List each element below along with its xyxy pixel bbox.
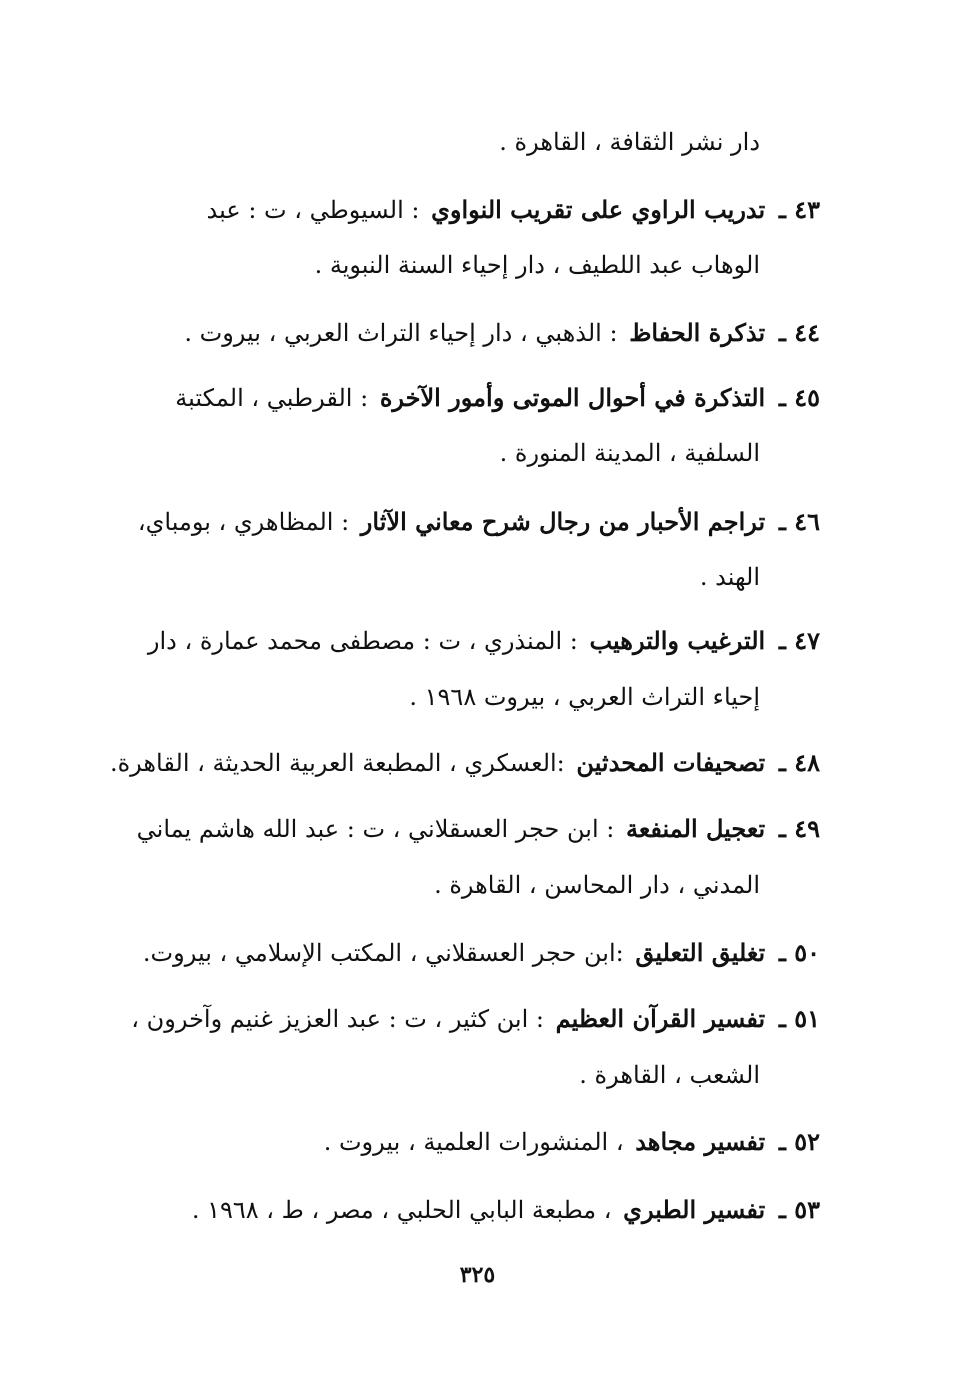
entry-details: ، المنشورات العلمية ، بيروت . [323, 1128, 624, 1156]
entry-46-continuation: الهند . [699, 563, 760, 591]
entry-title: تفسير مجاهد [635, 1127, 766, 1156]
entry-title: تعجيل المنفعة [625, 814, 766, 843]
entry-title: التذكرة في أحوال الموتى وأمور الآخرة [379, 383, 766, 412]
entry-details: : المنذري ، ت : مصطفى محمد عمارة ، دار [147, 627, 578, 655]
entry-title: تراجم الأحبار من رجال شرح معاني الآثار [360, 507, 766, 536]
entry-title: تذكرة الحفاظ [629, 318, 766, 347]
entry-number: ٥٢ ـ [778, 1127, 820, 1156]
entry-details: : ابن حجر العسقلاني ، ت : عبد الله هاشم يماني [136, 815, 615, 843]
entry-49 [136, 812, 820, 846]
entry-49-continuation: المدني ، دار المحاسن ، القاهرة . [434, 871, 760, 899]
entry-title: تغليق التعليق [635, 938, 766, 967]
entry-45-continuation: السلفية ، المدينة المنورة . [499, 439, 760, 467]
entry-number: ٤٥ ـ [778, 383, 820, 412]
entry-53 [150, 1193, 820, 1227]
entry-details: : ابن كثير ، ت : عبد العزيز غنيم وآخرون ، [131, 1005, 544, 1033]
entry-title: تفسير الطبري [623, 1195, 766, 1224]
entry-44 [150, 316, 820, 350]
entry-number: ٤٤ ـ [778, 318, 820, 347]
entry-title: تفسير القرآن العظيم [555, 1004, 766, 1033]
entry-title: تصحيفات المحدثين [576, 748, 766, 777]
entry-48 [109, 746, 820, 780]
entry-details: : المظاهري ، بومباي، [137, 508, 350, 536]
entry-details: :ابن حجر العسقلاني ، المكتب الإسلامي ، بيروت. [142, 939, 624, 967]
entry-details: :العسكري ، المطبعة العربية الحديثة ، القاهرة. [109, 749, 565, 777]
entry-52 [150, 1125, 820, 1159]
entry-47-continuation: إحياء التراث العربي ، بيروت ١٩٦٨ . [409, 683, 760, 711]
entry-number: ٥١ ـ [778, 1004, 820, 1033]
entry-details: : الذهبي ، دار إحياء التراث العربي ، بيروت . [184, 319, 618, 347]
entry-details: ، مطبعة البابي الحلبي ، مصر ، ط ، ١٩٦٨ . [191, 1196, 612, 1224]
entry-45 [150, 381, 820, 415]
page-number: ٣٢٥ [459, 1262, 496, 1288]
entry-number: ٤٦ ـ [778, 507, 820, 536]
entry-46 [137, 505, 820, 539]
entry-number: ٤٩ ـ [778, 814, 820, 843]
entry-47 [147, 624, 820, 658]
entry-title: الترغيب والترهيب [589, 626, 766, 655]
entry-number: ٤٣ ـ [778, 195, 820, 224]
entry-51-continuation: الشعب ، القاهرة . [579, 1061, 760, 1089]
entry-43 [150, 193, 820, 227]
entry-details: : القرطبي ، المكتبة [175, 384, 369, 412]
entry-number: ٤٧ ـ [778, 626, 820, 655]
entry-43-continuation: الوهاب عبد اللطيف ، دار إحياء السنة النبوية . [314, 251, 760, 279]
entry-number: ٥٠ ـ [778, 938, 820, 967]
entry-details: : السيوطي ، ت : عبد [206, 196, 420, 224]
entry-50 [142, 936, 820, 970]
entry-number: ٤٨ ـ [778, 748, 820, 777]
entry-number: ٥٣ ـ [778, 1195, 820, 1224]
intro-line: دار نشر الثقافة ، القاهرة . [499, 128, 760, 156]
entry-51 [131, 1002, 820, 1036]
entry-title: تدريب الراوي على تقريب النواوي [431, 195, 766, 224]
